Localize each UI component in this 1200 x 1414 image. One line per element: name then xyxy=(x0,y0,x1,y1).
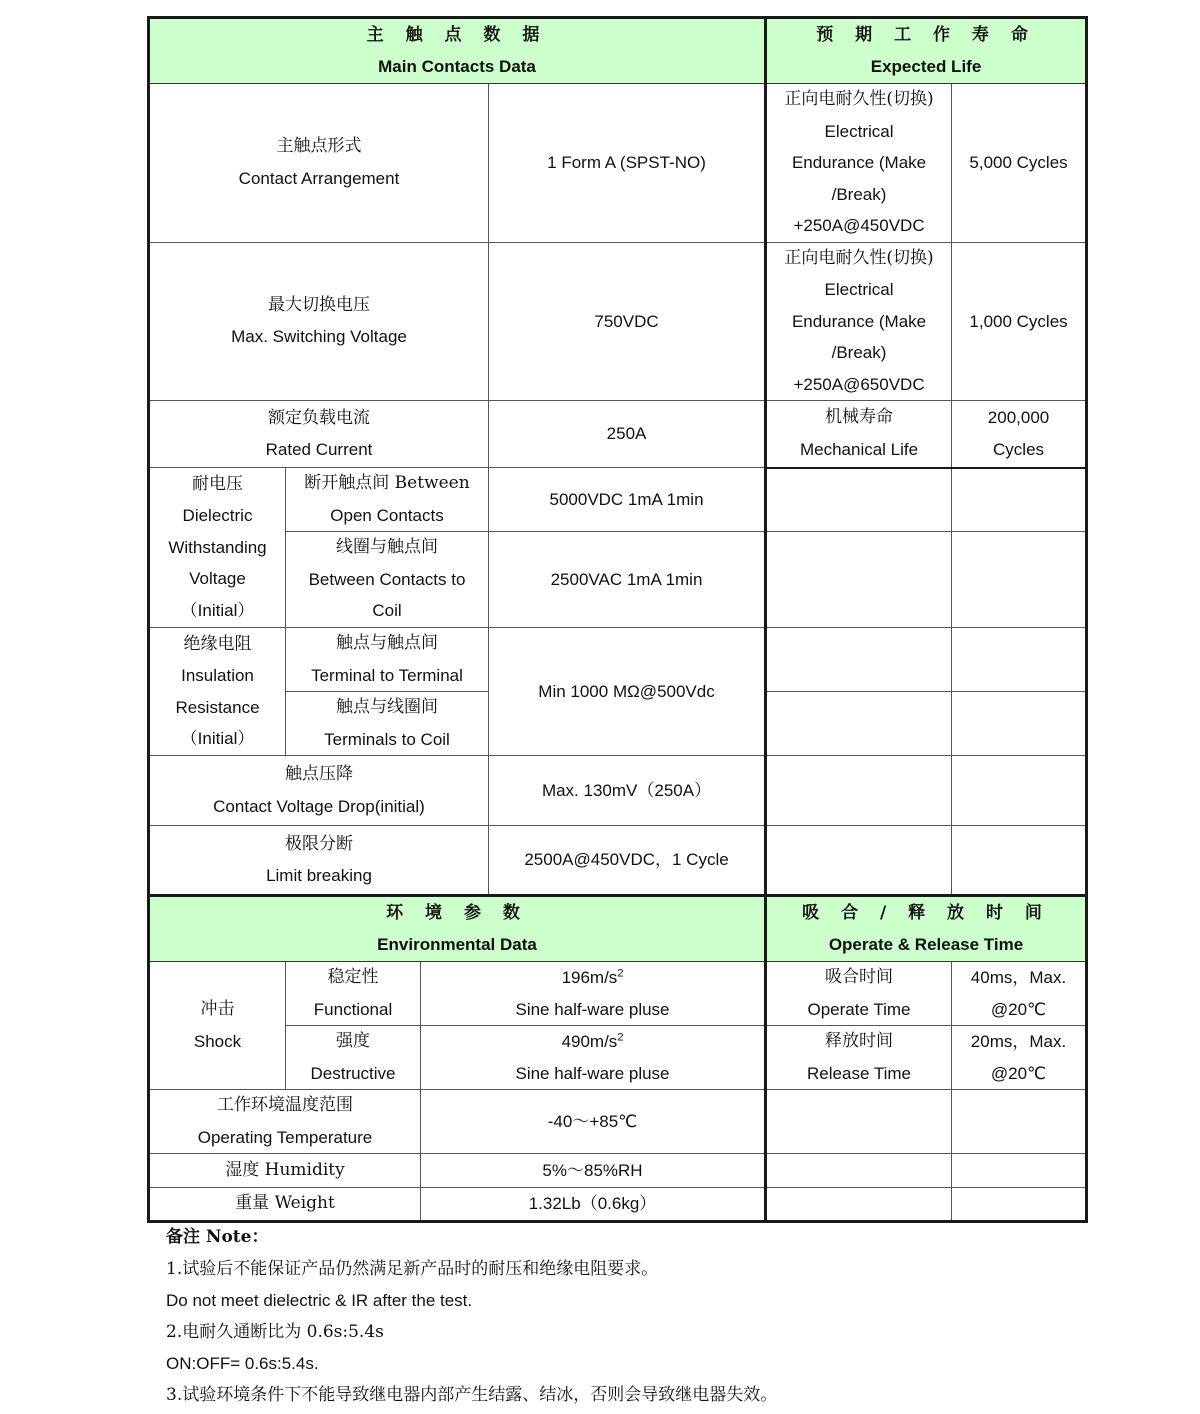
weight-value: 1.32Lb（0.6kg） xyxy=(421,1188,766,1222)
contact-arrangement-value: 1 Form A (SPST-NO) xyxy=(489,84,766,243)
humidity-label: 湿度 Humidity xyxy=(149,1154,421,1188)
max-switching-voltage-value: 750VDC xyxy=(489,242,766,401)
operating-temperature-value: -40～+85℃ xyxy=(421,1090,766,1154)
empty-cell xyxy=(952,628,1087,692)
main-contacts-table xyxy=(147,16,1088,897)
empty-cell xyxy=(766,628,952,692)
expected-life-header-en: Expected Life xyxy=(870,57,982,76)
shock-functional-value: $196m/s^2$ Sine half-ware pluse xyxy=(421,962,766,1026)
empty-cell xyxy=(766,1188,952,1222)
mechanical-life-value: 200,000 Cycles xyxy=(952,401,1087,468)
operate-release-header-en: Operate & Release Time xyxy=(828,935,1024,954)
electrical-endurance-650-label: 正向电耐久性(切换) Electrical Endurance (Make /Break) +250A@650VDC xyxy=(766,242,952,401)
humidity-value: 5%～85%RH xyxy=(421,1154,766,1188)
empty-cell xyxy=(952,1188,1087,1222)
electrical-endurance-650-value: 1,000 Cycles xyxy=(952,242,1087,401)
dielectric-coil-value: 2500VAC 1mA 1min xyxy=(489,532,766,628)
operate-release-header-cn: 吸 合 / 释 放 时 间 xyxy=(802,903,1050,923)
insulation-value: Min 1000 MΩ@500Vdc xyxy=(489,628,766,756)
limit-breaking-label: 极限分断 Limit breaking xyxy=(149,826,489,896)
shock-destructive-value: $490m/s^2$ Sine half-ware pluse xyxy=(421,1026,766,1090)
expected-life-header-cn: 预 期 工 作 寿 命 xyxy=(816,25,1036,45)
release-time-label: 释放时间 Release Time xyxy=(766,1026,952,1090)
operate-time-value: 40ms，Max. @20℃ xyxy=(952,962,1087,1026)
empty-cell xyxy=(766,692,952,756)
empty-cell xyxy=(952,468,1087,532)
note-3-cn: 3.试验环境条件下不能导致继电器内部产生结露、结冰，否则会导致继电器失效。 xyxy=(166,1384,778,1405)
electrical-endurance-450-label: 正向电耐久性(切换) Electrical Endurance (Make /Break) +250A@450VDC xyxy=(766,84,952,243)
empty-cell xyxy=(766,826,952,896)
main-contacts-header xyxy=(149,18,766,84)
dielectric-open-contacts-value: 5000VDC 1mA 1min xyxy=(489,468,766,532)
environmental-table xyxy=(147,894,1088,1223)
release-time-value: 20ms，Max. @20℃ xyxy=(952,1026,1087,1090)
dielectric-coil-label: 线圈与触点间 Between Contacts to Coil xyxy=(286,532,489,628)
empty-cell xyxy=(766,1090,952,1154)
empty-cell xyxy=(952,1090,1087,1154)
operate-time-label: 吸合时间 Operate Time xyxy=(766,962,952,1026)
voltage-drop-value: Max. 130mV（250A） xyxy=(489,756,766,826)
environmental-header xyxy=(149,896,766,962)
shock-label: 冲击 Shock xyxy=(149,962,286,1090)
empty-cell xyxy=(952,532,1087,628)
voltage-drop-label: 触点压降 Contact Voltage Drop(initial) xyxy=(149,756,489,826)
empty-cell xyxy=(952,1154,1087,1188)
weight-label: 重量 Weight xyxy=(149,1188,421,1222)
empty-cell xyxy=(766,756,952,826)
environmental-header-en: Environmental Data xyxy=(377,935,537,954)
operate-release-header xyxy=(766,896,1087,962)
notes-section xyxy=(166,1222,1166,1411)
note-2-cn: 2.电耐久通断比为 0.6s:5.4s xyxy=(166,1321,384,1342)
empty-cell xyxy=(766,532,952,628)
mechanical-life-label: 机械寿命 Mechanical Life xyxy=(766,401,952,468)
empty-cell xyxy=(766,468,952,532)
main-contacts-header-en: Main Contacts Data xyxy=(378,57,536,76)
empty-cell xyxy=(952,756,1087,826)
rated-current-value: 250A xyxy=(489,401,766,468)
expected-life-header xyxy=(766,18,1087,84)
contact-arrangement-label: 主触点形式 Contact Arrangement xyxy=(149,84,489,243)
electrical-endurance-450-value: 5,000 Cycles xyxy=(952,84,1087,243)
limit-breaking-value: 2500A@450VDC，1 Cycle xyxy=(489,826,766,896)
environmental-header-cn: 环 境 参 数 xyxy=(386,903,528,923)
shock-functional-label: 稳定性 Functional xyxy=(286,962,421,1026)
max-switching-voltage-label: 最大切换电压 Max. Switching Voltage xyxy=(149,242,489,401)
empty-cell xyxy=(952,826,1087,896)
insulation-label: 绝缘电阻 Insulation Resistance （Initial） xyxy=(149,628,286,756)
dielectric-open-contacts-label: 断开触点间 Between Open Contacts xyxy=(286,468,489,532)
dielectric-label: 耐电压 Dielectric Withstanding Voltage （Initial） xyxy=(149,468,286,628)
insulation-terminal-to-terminal-label: 触点与触点间 Terminal to Terminal xyxy=(286,628,489,692)
operating-temperature-label: 工作环境温度范围 Operating Temperature xyxy=(149,1090,421,1154)
note-1-cn: 1.试验后不能保证产品仍然满足新产品时的耐压和绝缘电阻要求。 xyxy=(166,1258,659,1279)
shock-destructive-label: 强度 Destructive xyxy=(286,1026,421,1090)
empty-cell xyxy=(952,692,1087,756)
insulation-terminals-to-coil-label: 触点与线圈间 Terminals to Coil xyxy=(286,692,489,756)
main-contacts-header-cn: 主 触 点 数 据 xyxy=(366,25,548,45)
rated-current-label: 额定负载电流 Rated Current xyxy=(149,401,489,468)
empty-cell xyxy=(766,1154,952,1188)
notes-title: 备注 Note： xyxy=(166,1227,269,1247)
note-2-en: ON:OFF= 0.6s:5.4s. xyxy=(166,1354,319,1373)
note-1-en: Do not meet dielectric & IR after the test. xyxy=(166,1291,473,1310)
